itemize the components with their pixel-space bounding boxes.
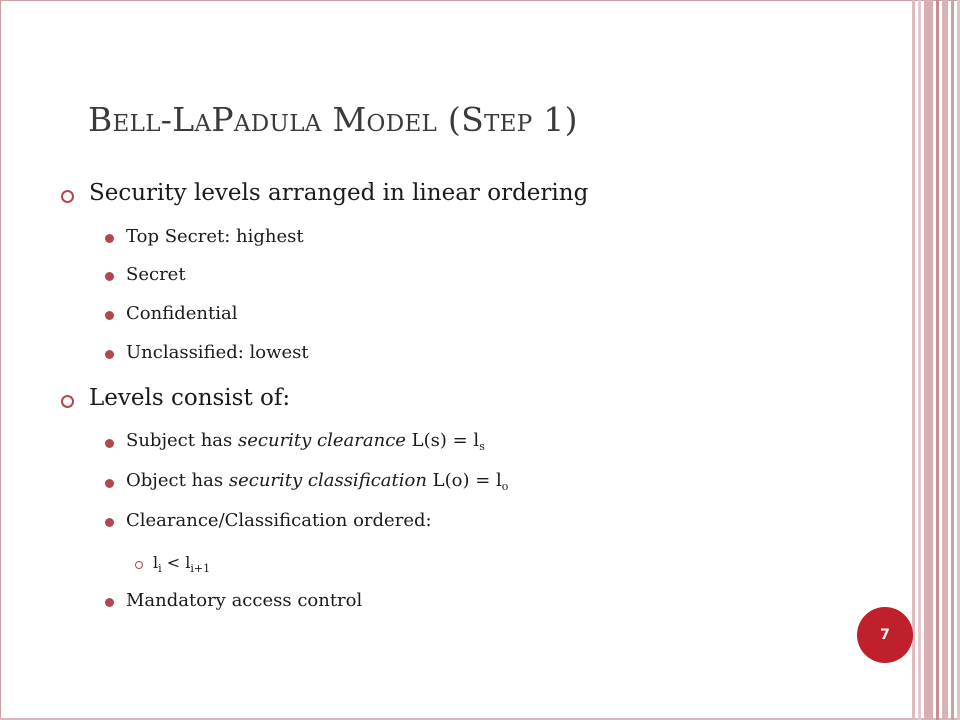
sub-bullet-mandatory-access: Mandatory access control [126, 590, 363, 611]
decorative-right-border [912, 0, 960, 720]
sub-bullet-unclassified: Unclassified: lowest [126, 342, 309, 363]
filled-circle-bullet-icon [105, 311, 114, 320]
hollow-circle-bullet-icon [61, 395, 74, 408]
sub-bullet-top-secret: Top Secret: highest [126, 226, 304, 247]
sub-bullet-ordered: Clearance/Classification ordered: [126, 510, 432, 531]
bullet-security-levels: Security levels arranged in linear ordering [89, 180, 589, 206]
small-hollow-circle-bullet-icon [135, 561, 143, 569]
sub-bullet-subject-clearance: Subject has security clearance $L(s) = l_s$ [126, 430, 485, 453]
sub-bullet-confidential: Confidential [126, 303, 238, 324]
filled-circle-bullet-icon [105, 479, 114, 488]
filled-circle-bullet-icon [105, 350, 114, 359]
hollow-circle-bullet-icon [61, 190, 74, 203]
page-number-badge: 7 [857, 607, 913, 663]
sub-bullet-secret: Secret [126, 264, 186, 285]
filled-circle-bullet-icon [105, 598, 114, 607]
slide-title: Bell-LaPadula Model (Step 1) [88, 100, 578, 139]
slide-frame-top [0, 0, 960, 1]
slide-frame-left [0, 0, 1, 720]
bullet-levels-consist: Levels consist of: [89, 385, 291, 411]
filled-circle-bullet-icon [105, 272, 114, 281]
sub-sub-bullet-level-order: $l_i < l_{i+1}$ [153, 553, 211, 575]
filled-circle-bullet-icon [105, 518, 114, 527]
filled-circle-bullet-icon [105, 439, 114, 448]
filled-circle-bullet-icon [105, 234, 114, 243]
sub-bullet-object-classification: Object has security classification $L(o) = l_o$ [126, 470, 509, 493]
